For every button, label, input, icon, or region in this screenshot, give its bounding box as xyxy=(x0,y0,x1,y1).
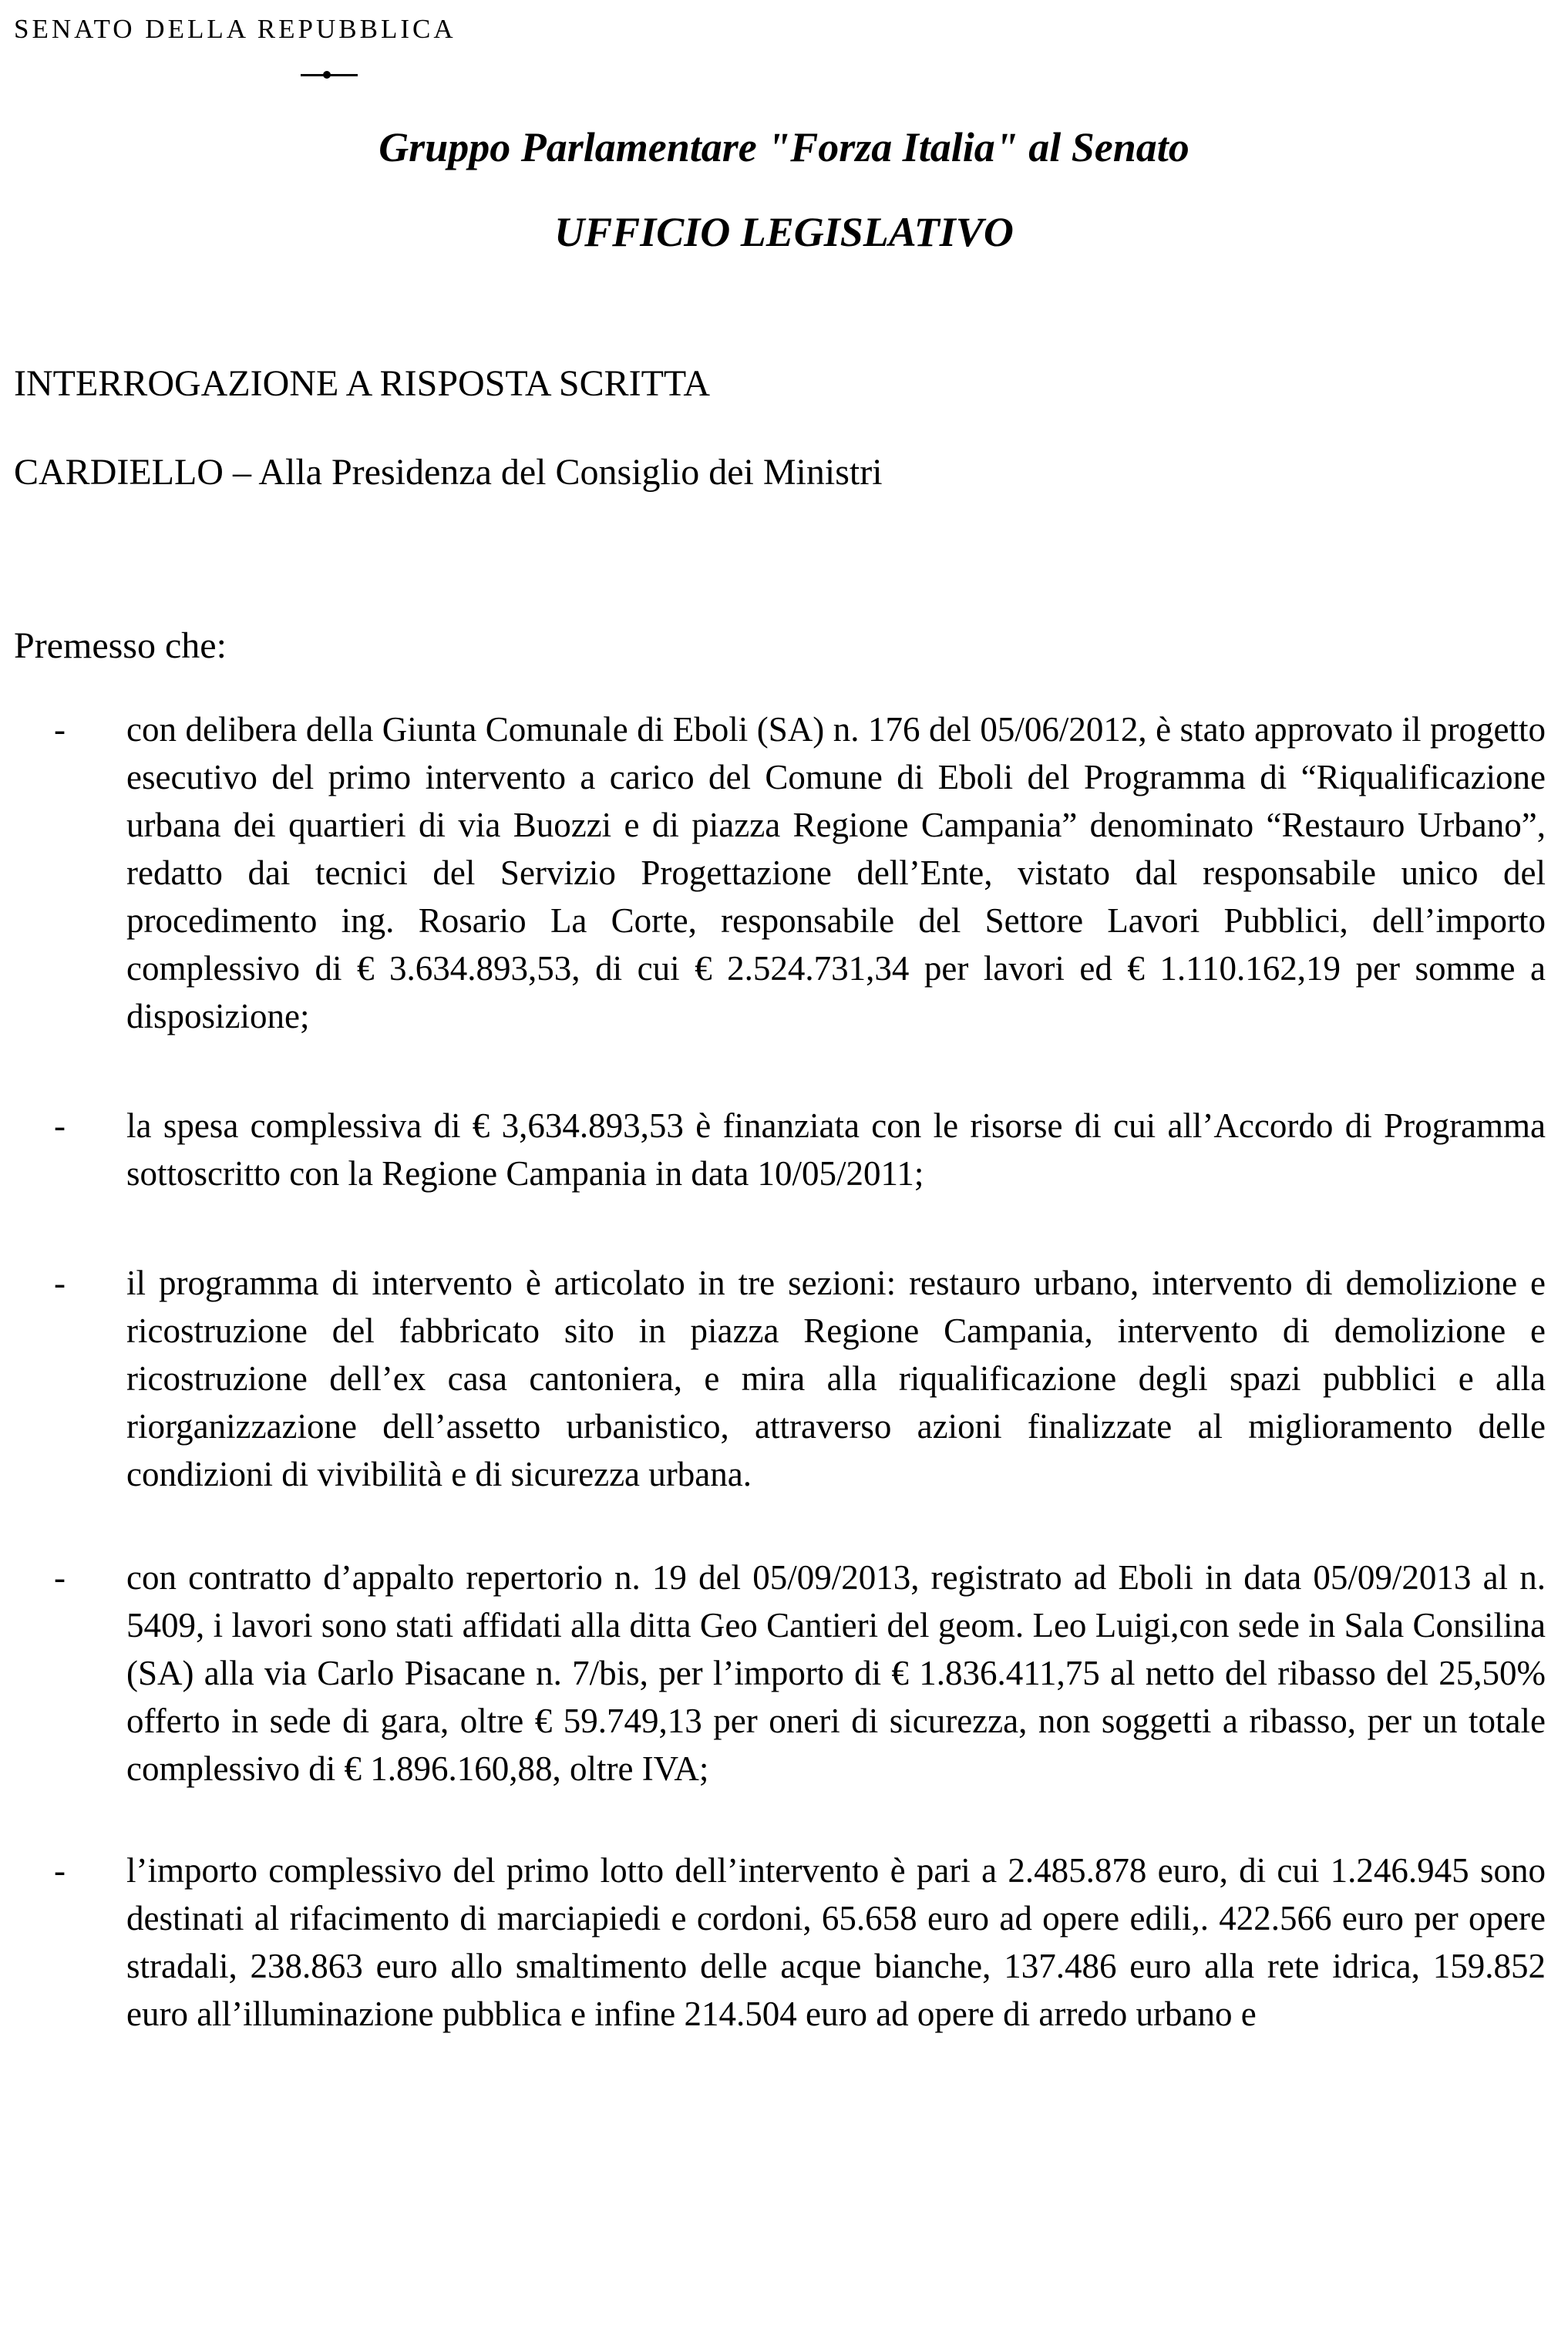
premise-list xyxy=(46,705,1546,2081)
list-item-text: con delibera della Giunta Comunale di Eboli (SA) n. 176 del 05/06/2012, è stato approvato il progetto esecutivo del primo intervento a carico del Comune di Eboli del Programma di “Riqualificazione urbana dei quartieri di via Buozzi e di piazza Regione Campania” denominato “Restauro Urbano”, redatto dai tecnici del Servizio Progettazione dell’Ente, vistato dal responsabile unico del procedimento ing. Rosario La Corte, responsabile del Settore Lavori Pubblici, dell’importo complessivo di € 3.634.893,53, di cui € 2.524.731,34 per lavori ed € 1.110.162,19 per somme a disposizione; xyxy=(126,710,1546,1035)
list-item xyxy=(46,705,1546,1040)
list-item-text: il programma di intervento è articolato in tre sezioni: restauro urbano, intervento di demolizione e ricostruzione del fabbricato sito in piazza Regione Campania, intervento di demolizione e ricostruzione dell’ex casa cantoniera, e mira alla riqualificazione degli spazi pubblici e alla riorganizzazione dell’assetto urbanistico, attraverso azioni finalizzate al miglioramento delle condizioni di vivibilità e di sicurezza urbana. xyxy=(126,1264,1546,1493)
list-item-text: la spesa complessiva di € 3,634.893,53 è finanziata con le risorse di cui all’Accordo di Programma sottoscritto con la Regione Campania in data 10/05/2011; xyxy=(126,1106,1546,1193)
list-bullet: - xyxy=(54,1558,66,1597)
institution-header: SENATO DELLA REPUBBLICA xyxy=(14,14,456,44)
premise-intro: Premesso che: xyxy=(14,625,227,666)
header-rule-dot xyxy=(323,71,331,79)
list-bullet: - xyxy=(54,1106,66,1145)
list-bullet: - xyxy=(54,1851,66,1890)
list-bullet: - xyxy=(54,1264,66,1302)
office-title: UFFICIO LEGISLATIVO xyxy=(554,209,1014,255)
group-title: Gruppo Parlamentare "Forza Italia" al Senato xyxy=(379,124,1189,170)
document-heading: INTERROGAZIONE A RISPOSTA SCRITTA xyxy=(14,363,711,404)
document-addressee: CARDIELLO – Alla Presidenza del Consiglio dei Ministri xyxy=(14,452,883,493)
list-item xyxy=(46,1554,1546,1793)
list-item-text: con contratto d’appalto repertorio n. 19 del 05/09/2013, registrato ad Eboli in data 05/09/2013 al n. 5409, i lavori sono stati affidati alla ditta Geo Cantieri del geom. Leo Luigi,con sede in Sala Consilina (SA) alla via Carlo Pisacane n. 7/bis, per l’importo di € 1.836.411,75 al netto del ribasso del 25,50% offerto in sede di gara, oltre € 59.749,13 per oneri di sicurezza, non soggetti a ribasso, per un totale complessivo di € 1.896.160,88, oltre IVA; xyxy=(126,1558,1546,1788)
list-item-text: l’importo complessivo del primo lotto dell’intervento è pari a 2.485.878 euro, di cui 1.246.945 sono destinati al rifacimento di marciapiedi e cordoni, 65.658 euro ad opere edili,. 422.566 euro per opere stradali, 238.863 euro allo smaltimento delle acque bianche, 137.486 euro alla rete idrica, 159.852 euro all’illuminazione pubblica e infine 214.504 euro ad opere di arredo urbano e xyxy=(126,1851,1546,2033)
list-item xyxy=(46,1259,1546,1498)
list-bullet: - xyxy=(54,710,66,749)
list-item xyxy=(46,1102,1546,1197)
list-item xyxy=(46,1847,1546,2038)
